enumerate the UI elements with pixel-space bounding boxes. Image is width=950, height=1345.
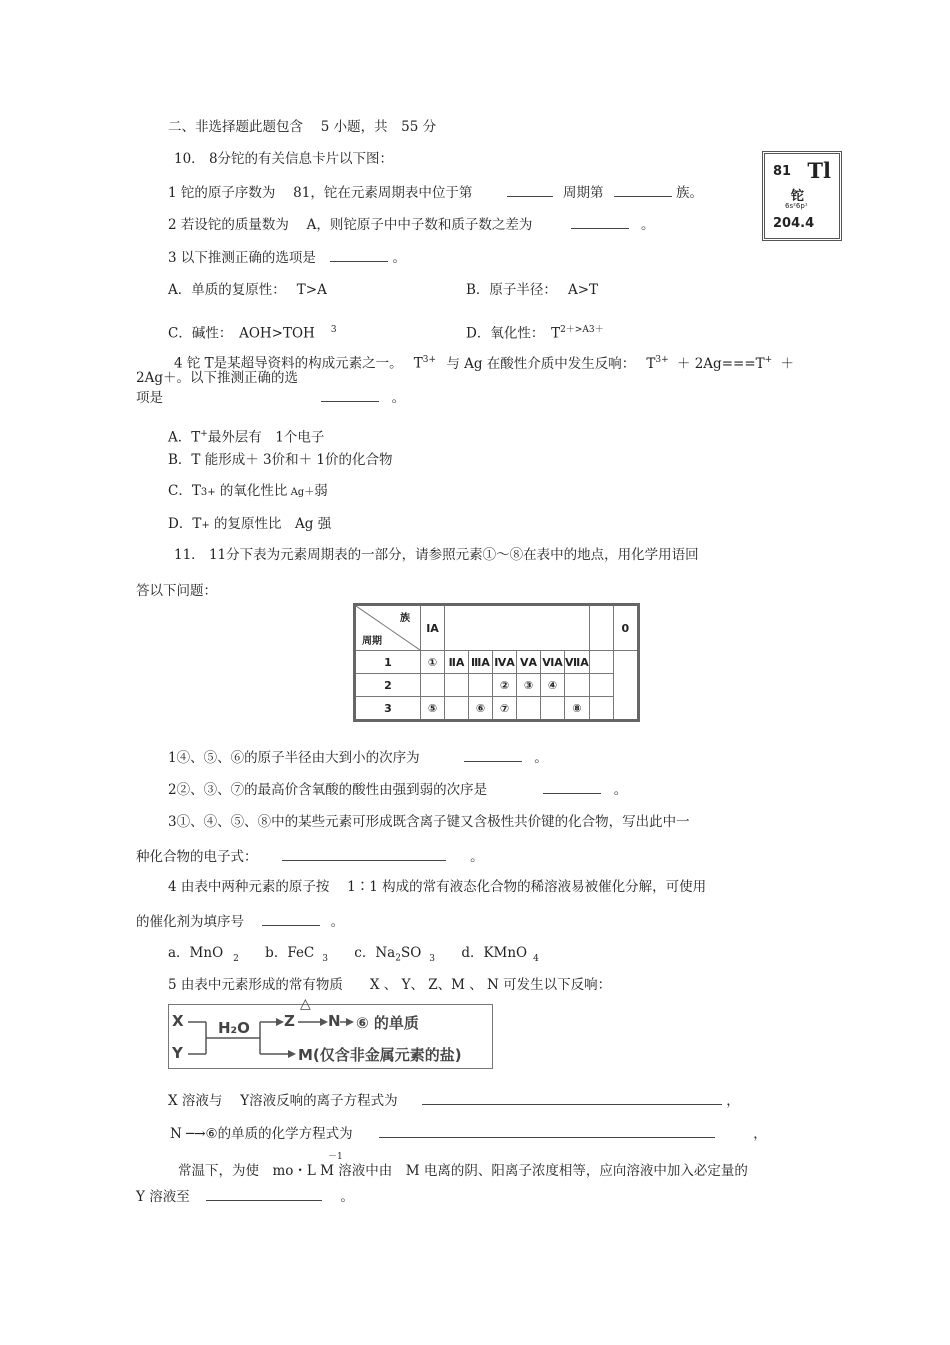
period-2: 2 [355, 674, 421, 697]
q10-option-c-sup: 3 [330, 325, 337, 335]
q10-part1-text2: 周期第 [562, 185, 604, 201]
period-3: 3 [355, 697, 421, 721]
scheme-y: Y [172, 1044, 183, 1062]
answer-blank[interactable] [571, 215, 629, 229]
opt-c-mid: SO [400, 945, 422, 961]
opt-d-sub: 4 [533, 953, 539, 964]
q11-part4-line1: 4 由表中两种元素的原子按 1∶1 构成的常有液态化合物的稀溶液易被催化分解，可使用 [168, 879, 707, 895]
o4c-text: C．T [168, 483, 201, 499]
answer-blank[interactable] [262, 912, 320, 926]
q11-part4-end: 。 [330, 914, 345, 930]
q10-option-d [466, 321, 604, 344]
o4a-tail: 最外层有 1个电子 [207, 429, 325, 446]
group-VIA: ⅥA [541, 651, 565, 674]
o4a-text: A．T [168, 429, 201, 446]
opt-b-sub: 3 [322, 953, 328, 964]
opt-c-sub2: 3 [429, 953, 436, 964]
card-name: 铊 [791, 189, 805, 204]
opt-a-sub: 2 [233, 953, 239, 964]
opt-b: b．FeC [265, 945, 315, 961]
answer-blank[interactable] [206, 1187, 322, 1201]
scheme-n: N [328, 1012, 341, 1030]
empty-cell [589, 605, 613, 629]
q10-option-b: B．原子半径： A>T [466, 282, 599, 298]
q10-part1-text: 1 铊的原子序数为 81，铊在元素周期表中位于第 [168, 185, 473, 201]
empty-cell [565, 674, 590, 697]
q11-intro2: 答以下问题： [136, 583, 217, 599]
group-0: 0 [613, 605, 638, 651]
q10-4-option-a [168, 425, 324, 447]
q11-part1-end: 。 [534, 750, 548, 766]
sup-charge: 3+ [655, 355, 669, 365]
q10-intro: 10． 8分铊的有关信息卡片以下图： [174, 151, 394, 167]
q11-part5d [136, 1187, 354, 1206]
scheme-heat: △ [300, 996, 311, 1012]
empty-cell [589, 697, 613, 721]
q10-4-option-d [168, 515, 331, 535]
scheme-water: H₂O [218, 1019, 250, 1037]
q10-part3 [168, 248, 406, 267]
o4c-tail: 的氧化性比 [215, 483, 288, 499]
group-VA: ⅤA [517, 651, 541, 674]
o4c-end: 弱 [314, 483, 328, 499]
q10-part2-end: 。 [641, 217, 655, 233]
answer-blank[interactable] [464, 748, 522, 762]
answer-blank[interactable] [379, 1124, 715, 1138]
element-2: ② [493, 674, 517, 697]
header-period-label: 周期 [362, 636, 382, 647]
empty-cell [589, 674, 613, 697]
q10-part1-text3: 族。 [676, 185, 704, 201]
element-1: ① [421, 651, 445, 674]
empty-cell [589, 628, 613, 651]
section-title: 二、非选择题此题包含 5 小题，共 55 分 [168, 119, 437, 135]
q10-part3-end: 。 [392, 250, 406, 266]
q11-part1 [168, 748, 548, 767]
empty-cell [517, 697, 541, 721]
q11-part5a-end: ， [726, 1093, 740, 1109]
element-card-thallium [762, 151, 842, 241]
o4c-ag-sub: ＋ [304, 487, 315, 498]
q11-part1-text: 1④、⑤、⑥的原子半径由大到小的次序为 [168, 750, 420, 766]
q11-part5b-end: ， [753, 1126, 767, 1142]
periodic-table-fragment [353, 603, 640, 722]
answer-blank[interactable] [614, 183, 672, 197]
q10-part2 [168, 215, 655, 234]
empty-cell [445, 674, 469, 697]
scheme-z: Z [284, 1012, 295, 1030]
q10-part4-d: ＋ [780, 355, 794, 372]
q11-part5c-sup: －1 [328, 1152, 343, 1162]
sup-charge: + [764, 355, 773, 365]
o4c-ag: Ag [287, 487, 305, 498]
o4c-sub: 3+ [200, 487, 216, 498]
q11-part4-text: 的催化剂为填序号 [136, 914, 244, 930]
opt-a: a．MnO [168, 945, 224, 961]
q10-part2-text: 2 若设铊的质量数为 A，则铊原子中中子数和质子数之差为 [168, 217, 533, 233]
element-5: ⑤ [421, 697, 445, 721]
q11-part3-line1: 3①、④、⑤、⑧中的某些元素可形成既含离子键又含极性共价键的化合物，写出此中一 [168, 814, 690, 830]
q11-part3-end: 。 [470, 849, 484, 865]
group-IA: ⅠA [421, 605, 445, 651]
card-atomic-number: 81 [773, 164, 792, 179]
q11-part5a [168, 1091, 740, 1110]
header-group-label: 族 [400, 613, 410, 624]
q11-part4-line2 [136, 912, 344, 931]
q10-part4-line3 [136, 388, 405, 407]
q10-part3-text: 3 以下推测正确的选项是 [168, 250, 316, 266]
opt-c: c．Na [354, 945, 396, 961]
answer-blank[interactable] [282, 847, 446, 861]
empty-cell [589, 651, 613, 674]
q10-option-d-text: D．氧化性： T [466, 325, 561, 342]
q10-4-option-c [168, 482, 328, 502]
q11-part5d-end: 。 [340, 1189, 354, 1205]
q11-part3-line2 [136, 847, 484, 866]
card-config: 6s²6p¹ [785, 202, 808, 210]
sup-charge: + [200, 429, 208, 439]
group-IVA: ⅣA [493, 651, 517, 674]
q10-part4-f: 项是 [136, 390, 163, 406]
q10-part4-c: ＋ 2Ag===T [676, 355, 765, 372]
o4d-sub: + [201, 520, 210, 531]
answer-blank[interactable] [507, 183, 553, 197]
q11-part5b-text: N ─→⑥的单质的化学方程式为 [170, 1126, 353, 1142]
q11-part5b [170, 1124, 767, 1143]
element-4: ④ [541, 674, 565, 697]
answer-blank[interactable] [422, 1091, 722, 1105]
opt-d: d．KMnO [461, 945, 528, 961]
q10-part4-b: 与 Ag 在酸性介质中发生反响： T [446, 355, 656, 372]
q11-part4-options [168, 944, 539, 968]
q11-part5a-text: X 溶液与 Y溶液反响的离子方程式为 [168, 1093, 398, 1109]
q10-option-a: A．单质的复原性： T>A [168, 282, 327, 298]
empty-cell [541, 697, 565, 721]
card-mass: 204.4 [773, 216, 815, 231]
q11-part5d-text: Y 溶液至 [136, 1189, 190, 1205]
group-IIA: ⅡA [445, 651, 469, 674]
q10-part4-line2: 2Ag＋。以下推测正确的选 [136, 370, 298, 386]
q11-intro: 11． 11分下表为元素周期表的一部分，请参照元素①～⑧在表中的地点，用化学用语回 [174, 547, 699, 563]
o4d-tail: 的复原性比 Ag 强 [209, 516, 332, 532]
answer-blank[interactable] [330, 248, 388, 262]
scheme-n-product: ⑥ 的单质 [356, 1014, 419, 1032]
opt-c-sub1: 2 [395, 953, 401, 964]
q10-4-option-b: B．T 能形成＋ 3价和＋ 1价的化合物 [168, 452, 393, 468]
sup-charge: 3+ [422, 355, 437, 365]
empty-cell [445, 605, 590, 651]
empty-cell [445, 697, 469, 721]
period-1: 1 [355, 651, 421, 674]
element-3: ③ [517, 674, 541, 697]
element-8: ⑧ [565, 697, 590, 721]
element-7: ⑦ [493, 697, 517, 721]
q11-part3-text: 种化合物的电子式： [136, 849, 258, 865]
card-symbol: Tl [807, 158, 831, 183]
q10-option-d-charge: 2＋>A [560, 325, 589, 335]
q10-option-c [168, 321, 337, 343]
group-IIIA: ⅢA [469, 651, 493, 674]
scheme-m: M(仅含非金属元素的盐) [298, 1046, 462, 1064]
q11-part5c: 常温下，为使 mo・L M 溶液中由 M 电离的阴、阳离子浓度相等，应向溶液中加入必定量的 [178, 1163, 748, 1179]
q10-part4-end: 。 [391, 390, 406, 406]
q11-part2 [168, 780, 627, 799]
empty-cell [469, 674, 493, 697]
q10-part1 [168, 183, 703, 202]
q11-part5-intro: 5 由表中元素形成的常有物质 X 、 Y、 Z、M 、 N 可发生以下反响： [168, 977, 612, 993]
empty-cell [421, 674, 445, 697]
answer-blank[interactable] [321, 388, 379, 402]
q10-part4-a: 4 铊 T是某超导资料的构成元素之一。 T [174, 355, 423, 372]
table-header-corner [355, 605, 421, 651]
scheme-x: X [172, 1012, 184, 1030]
q11-part2-end: 。 [613, 782, 628, 798]
q10-option-c-text: C．碱性： AOH>TOH [168, 325, 315, 342]
group-VIIA: ⅦA [565, 651, 590, 674]
q10-option-d-sup: 3＋ [588, 325, 604, 335]
q11-part2-text: 2②、③、⑦的最高价含氧酸的酸性由强到弱的次序是 [168, 782, 488, 798]
answer-blank[interactable] [543, 780, 601, 794]
element-6: ⑥ [469, 697, 493, 721]
reaction-scheme [168, 996, 498, 1072]
o4d-text: D．T [168, 516, 202, 532]
